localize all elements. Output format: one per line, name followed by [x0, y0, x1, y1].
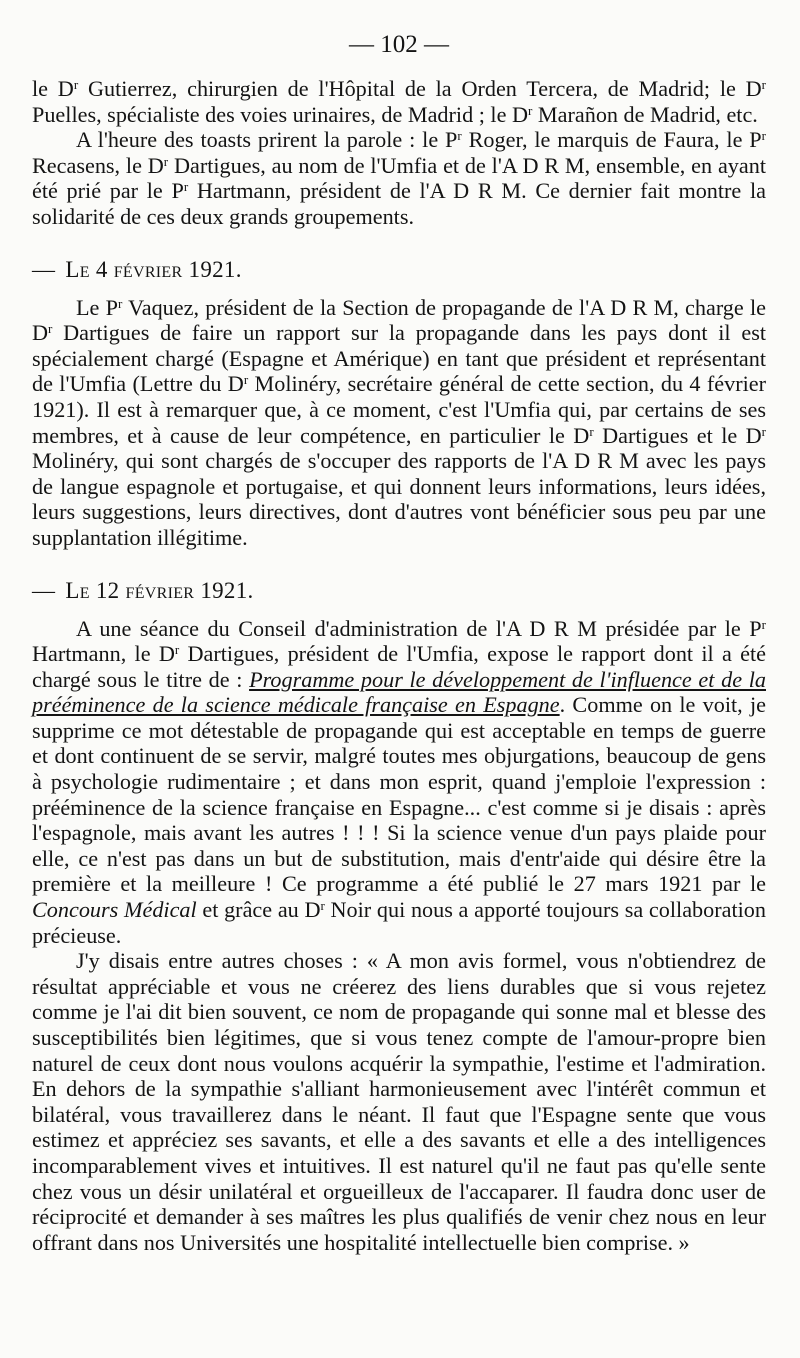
- paragraph-guests: le $D^r$ Gutierrez, chirurgien de l'Hôpital de la Orden Tercera, de Madrid; le $D^r$ Puelles, spécialiste des voies urinaires, de Madrid ; le $D^r$ Marañon de Madrid, etc.: [32, 76, 767, 127]
- section-heading-12-fevrier: — Le 12 février 1921.: [32, 577, 254, 603]
- paragraph-conseil: A une séance du Conseil d'administration de l'A D R M présidée par le $P^r$ Hartmann, le $D^r$ Dartigues, président de l'Umfia, expose le rapport dont il a été chargé sous le titre de : Programme pour le développement de l'influence et de la prééminence de la science médicale française en Espagne. Comme on le voit, je supprime ce mot détestable de propagande qui est acceptable en temps de guerre et dont continuent de se servir, malgré toutes mes objurgations, beaucoup de gens à psychologie rudimentaire ; et dans mon esprit, quand j'emploie l'expression : prééminence de la science française en Espagne... c'est comme si je disais : après l'espagnole, mais avant les autres ! ! ! Si la science venue d'un pays plaide pour elle, ce n'est pas dans un but de substitution, mais d'entr'aide qui désire être la première et la meilleure ! Ce programme a été publié le 27 mars 1921 par le Concours Médical et grâce au $D^r$ Noir qui nous a apporté toujours sa collaboration précieuse.: [32, 615, 766, 948]
- programme-title: Programme pour le développement de l'influence et de la prééminence de la science médicale française en Espagne: [32, 666, 766, 718]
- page-number: — 102 —: [349, 31, 449, 58]
- paragraph-vaquez: Le $P^r$ Vaquez, président de la Section de propagande de l'A D R M, charge le $D^r$ Dartigues de faire un rapport sur la propagande dans les pays dont il est spécialement chargé (Espagne et Amérique) en tant que président et représentant de l'Umfia (Lettre du $D^r$ Molinéry, secrétaire général de cette section, du 4 février 1921). Il est à remarquer que, à ce moment, c'est l'Umfia qui, par certains de ses membres, et à cause de leur compétence, en particulier le $D^r$ Dartigues et le $D^r$ Molinéry, qui sont chargés de s'occuper des rapports de l'A D R M avec les pays de langue espagnole et portugaise, et qui donnent leurs informations, leurs idées, leurs suggestions, leurs directives, dont d'autres vont bénéficier sous peu par une supplantation illégitime.: [32, 294, 766, 550]
- paragraph-quotation: J'y disais entre autres choses : « A mon avis formel, vous n'obtiendrez de résultat appréciable et vous ne créerez des liens durables que si vous rejetez comme je l'ai dit bien souvent, ce nom de propagande qui sonne mal et blesse des susceptibilités bien légitimes, que si vous tenez compte de l'amour-propre bien naturel de ceux dont nous voulons acquérir la sympathie, l'estime et l'admiration. En dehors de la sympathie s'alliant harmonieusement avec l'intérêt commun et bilatéral, vous travaillerez dans le néant. Il faut que l'Espagne sente que vous estimez et appréciez ses savants, et elle a des savants et elle a des intelligences incomparablement vives et intuitives. Il est naturel qu'il ne faut pas qu'elle sente chez vous un désir unilatéral et orgueilleux de l'accaparer. Il faudra donc user de réciprocité et demander à ses maîtres les plus qualifiés de venir chez nous en leur offrant dans nos Universités une hospitalité intellectuelle bien comprise. »: [32, 948, 766, 1255]
- journal-title: Concours Médical: [32, 897, 197, 923]
- paragraph-toasts: A l'heure des toasts prirent la parole : le $P^r$ Roger, le marquis de Faura, le $P^r$ Recasens, le $D^r$ Dartigues, au nom de l'Umfia et de l'A D R M, ensemble, en ayant été prié par le $P^r$ Hartmann, président de l'A D R M. Ce dernier fait montre la solidarité de ces deux grands groupements.: [32, 127, 766, 229]
- section-heading-4-fevrier: — Le 4 février 1921.: [32, 256, 242, 282]
